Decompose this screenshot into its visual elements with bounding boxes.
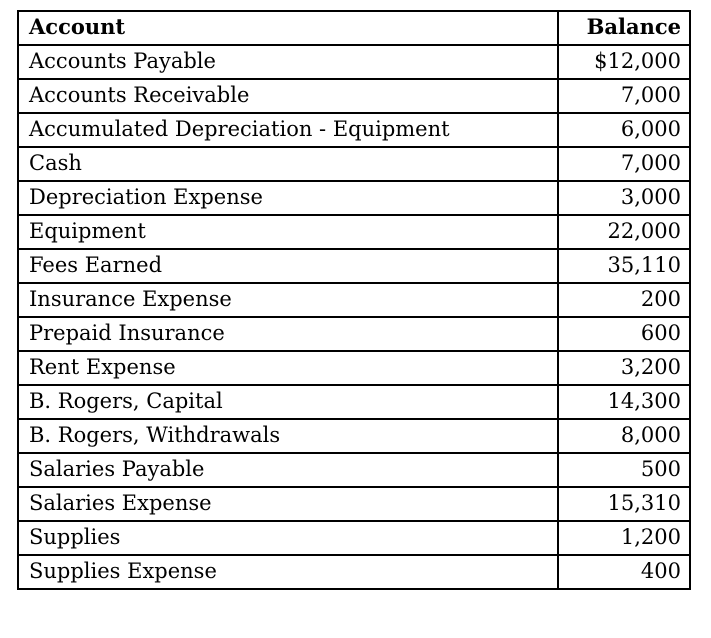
table-row: [18, 45, 690, 79]
balance-cell: 1,200: [558, 521, 690, 555]
table-row: [18, 521, 690, 555]
table-header-row: [18, 11, 690, 45]
account-cell: Insurance Expense: [18, 283, 558, 317]
account-cell: Prepaid Insurance: [18, 317, 558, 351]
account-cell: Accounts Payable: [18, 45, 558, 79]
table-row: [18, 113, 690, 147]
balance-cell: 200: [558, 283, 690, 317]
account-cell: Equipment: [18, 215, 558, 249]
balance-cell: 8,000: [558, 419, 690, 453]
table-row: [18, 215, 690, 249]
table-row: [18, 79, 690, 113]
account-cell: Accounts Receivable: [18, 79, 558, 113]
account-cell: Fees Earned: [18, 249, 558, 283]
account-cell: Rent Expense: [18, 351, 558, 385]
table-row: [18, 487, 690, 521]
balance-cell: 14,300: [558, 385, 690, 419]
table-row: [18, 283, 690, 317]
account-cell: Accumulated Depreciation - Equipment: [18, 113, 558, 147]
account-cell: B. Rogers, Capital: [18, 385, 558, 419]
balance-cell: 7,000: [558, 147, 690, 181]
balance-cell: 3,200: [558, 351, 690, 385]
balance-cell: 6,000: [558, 113, 690, 147]
table-row: [18, 385, 690, 419]
account-cell: Supplies: [18, 521, 558, 555]
table-row: [18, 317, 690, 351]
account-cell: Depreciation Expense: [18, 181, 558, 215]
balance-cell: 400: [558, 555, 690, 589]
balance-cell: 500: [558, 453, 690, 487]
balance-column-header: Balance: [558, 11, 690, 45]
table-row: [18, 419, 690, 453]
account-cell: Supplies Expense: [18, 555, 558, 589]
table-row: [18, 453, 690, 487]
account-cell: Salaries Expense: [18, 487, 558, 521]
balance-cell: 15,310: [558, 487, 690, 521]
table-row: [18, 249, 690, 283]
balance-cell: 35,110: [558, 249, 690, 283]
balance-cell: 3,000: [558, 181, 690, 215]
balance-cell: 7,000: [558, 79, 690, 113]
balance-cell: 22,000: [558, 215, 690, 249]
balance-cell: $12,000: [558, 45, 690, 79]
table-row: [18, 555, 690, 589]
balance-cell: 600: [558, 317, 690, 351]
account-column-header: Account: [18, 11, 558, 45]
account-cell: Cash: [18, 147, 558, 181]
table-row: [18, 181, 690, 215]
account-cell: B. Rogers, Withdrawals: [18, 419, 558, 453]
account-cell: Salaries Payable: [18, 453, 558, 487]
table-row: [18, 147, 690, 181]
table-row: [18, 351, 690, 385]
account-balance-table: [17, 10, 691, 590]
